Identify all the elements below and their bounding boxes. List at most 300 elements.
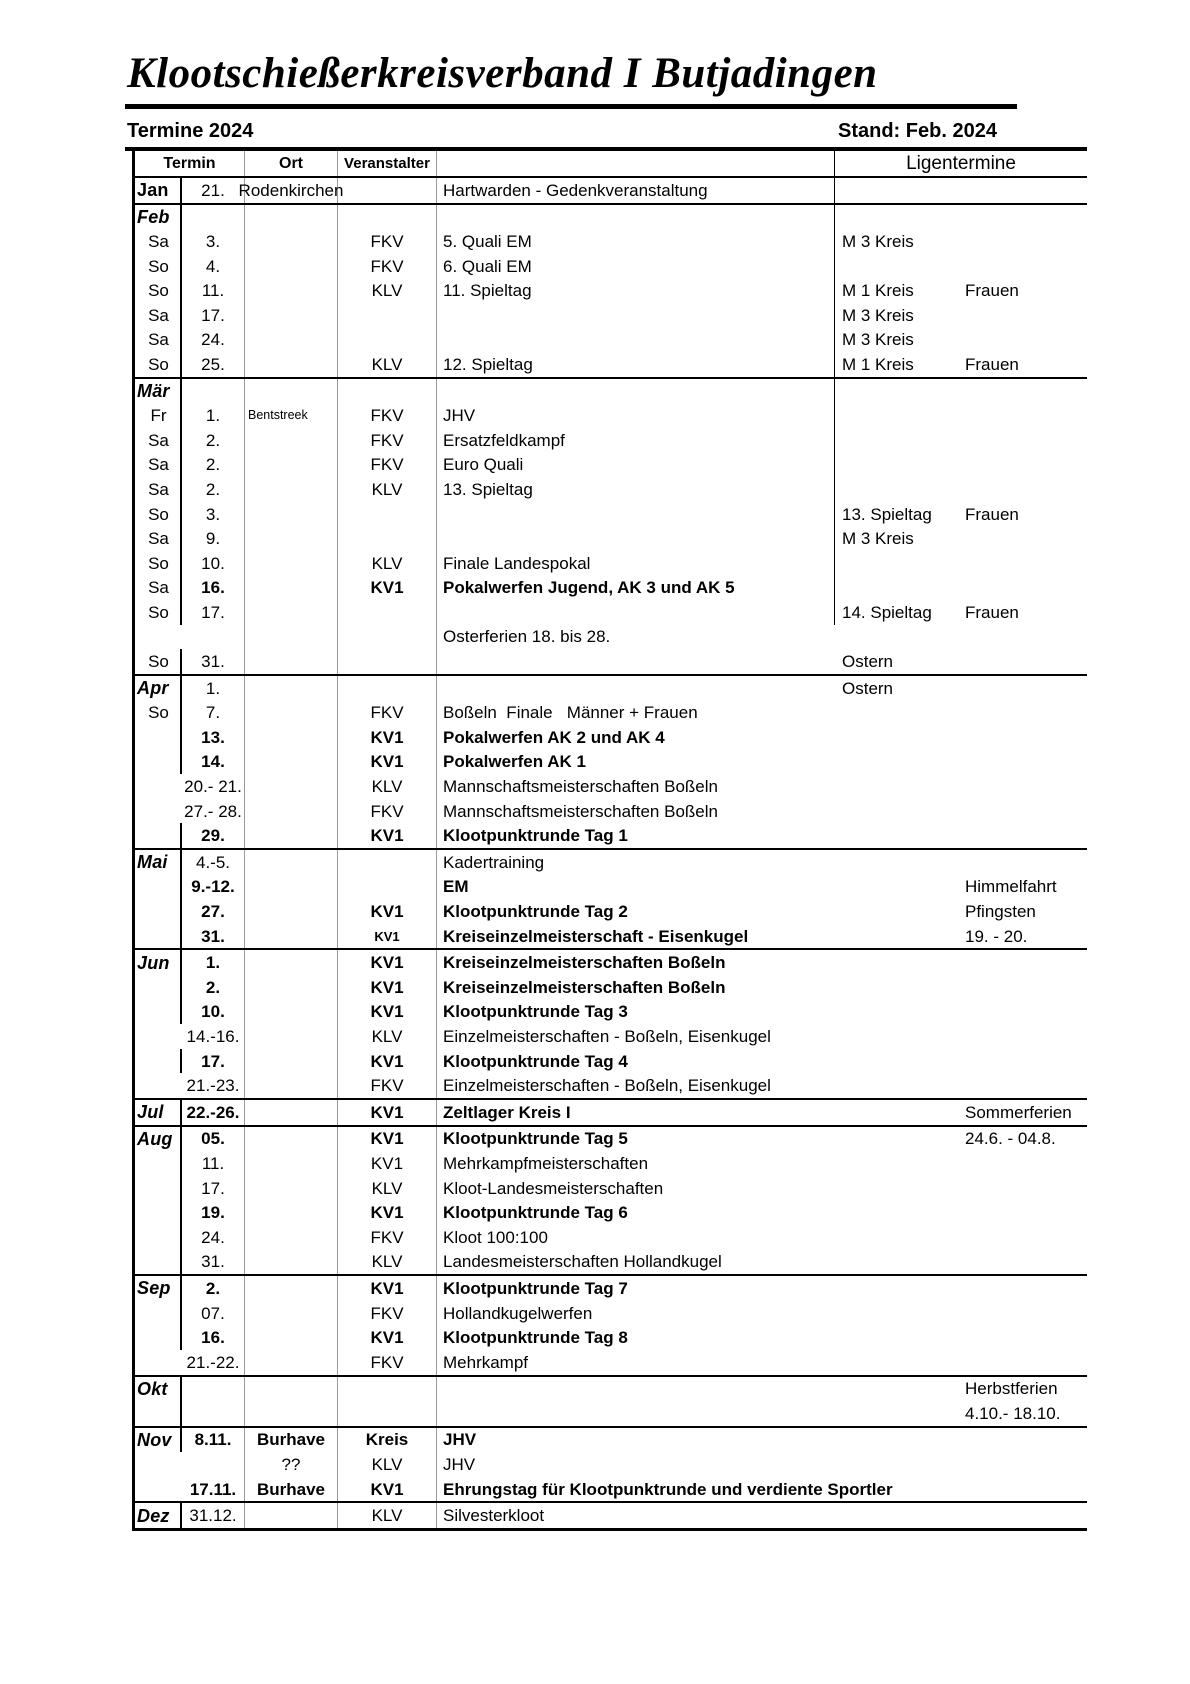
cell-ligentermine-right (958, 823, 1087, 848)
month-label: Okt (137, 1378, 168, 1399)
cell-ort (245, 1100, 338, 1125)
cell-ort (245, 1301, 338, 1326)
cell-ort (245, 477, 338, 502)
cell-event: Kreiseinzelmeisterschaften Boßeln (443, 977, 726, 997)
cell-day (135, 403, 182, 428)
cell-month (135, 1452, 182, 1477)
table-row (135, 229, 1087, 254)
table-row (135, 1477, 1087, 1502)
cell-veranstalter (338, 850, 437, 875)
cell-ligentermine-right (958, 850, 1087, 875)
cell-event (437, 1401, 835, 1426)
cell-date: 19. (182, 1200, 245, 1225)
cell-veranstalter (338, 526, 437, 551)
cell-month (135, 1049, 182, 1074)
cell-date: 2. (182, 477, 245, 502)
cell-ligentermine-left (835, 850, 958, 875)
cell-ligentermine-left: M 3 Kreis (842, 529, 914, 549)
table-row (135, 328, 1087, 353)
weekday-label: Sa (148, 231, 169, 251)
cell-ligentermine-right (958, 453, 1087, 478)
cell-veranstalter: KLV (338, 1503, 437, 1528)
cell-event: 5. Quali EM (437, 229, 835, 254)
cell-date: 17. (182, 600, 245, 625)
cell-ligentermine-left (835, 477, 958, 502)
cell-ort: Burhave (245, 1477, 338, 1502)
cell-ort (245, 1024, 338, 1049)
month-label: Jun (137, 952, 170, 973)
cell-veranstalter: FKV (338, 1301, 437, 1326)
cell-ligentermine-left (835, 205, 958, 230)
cell-veranstalter: KV1 (338, 1100, 437, 1125)
cell-ort: Burhave (245, 1428, 338, 1453)
table-row (135, 1250, 1087, 1275)
cell-veranstalter: KV1 (338, 823, 437, 848)
cell-veranstalter (338, 205, 437, 230)
cell-day (135, 453, 182, 478)
cell-ligentermine-right (958, 950, 1087, 975)
table-row (135, 1049, 1087, 1074)
cell-ligentermine-right (958, 625, 1087, 650)
cell-ligentermine-left (835, 899, 958, 924)
cell-veranstalter: FKV (338, 700, 437, 725)
cell-ligentermine-right (958, 774, 1087, 799)
cell-veranstalter (338, 178, 437, 203)
cell-ligentermine-left (835, 975, 958, 1000)
cell-ligentermine-right: Frauen (965, 602, 1019, 622)
cell-date: 3. (182, 229, 245, 254)
cell-month (135, 1225, 182, 1250)
cell-ort (245, 1276, 338, 1301)
cell-ort (245, 1151, 338, 1176)
cell-veranstalter: KLV (338, 1024, 437, 1049)
cell-ort (245, 352, 338, 377)
cell-ort (245, 1049, 338, 1074)
cell-veranstalter: KLV (338, 278, 437, 303)
cell-ort (245, 278, 338, 303)
cell-ligentermine-right (958, 1073, 1087, 1098)
cell-event: Finale Landespokal (437, 551, 835, 576)
cell-date: 9. (182, 526, 245, 551)
cell-veranstalter: KLV (338, 551, 437, 576)
cell-ort (245, 1401, 338, 1426)
cell-ligentermine-right (958, 1350, 1087, 1375)
cell-ligentermine-left (835, 254, 958, 279)
cell-ligentermine-right (958, 725, 1087, 750)
cell-ort (245, 700, 338, 725)
cell-ligentermine-left (835, 453, 958, 478)
cell-ligentermine-left: M 1 Kreis (842, 281, 914, 301)
cell-event: JHV (443, 1455, 476, 1475)
cell-ligentermine-right (958, 700, 1087, 725)
cell-date (182, 1377, 245, 1402)
cell-ligentermine-right: 24.6. - 04.8. (965, 1129, 1056, 1149)
cell-ligentermine-left (835, 924, 958, 949)
cell-event (437, 379, 835, 404)
cell-ligentermine-left (835, 1325, 958, 1350)
cell-month (135, 950, 182, 975)
cell-veranstalter: FKV (338, 254, 437, 279)
cell-event (437, 676, 835, 701)
cell-date: 1. (182, 676, 245, 701)
cell-month (135, 205, 182, 230)
cell-ligentermine-left (835, 1503, 958, 1528)
cell-ort (245, 600, 338, 625)
document-title: Klootschießerkreisverband I Butjadingen (127, 50, 878, 97)
cell-month (135, 1428, 182, 1453)
table-row (135, 377, 1087, 404)
cell-ligentermine-left (835, 379, 958, 404)
table-row (135, 1225, 1087, 1250)
cell-month (135, 774, 182, 799)
month-label: Feb (137, 206, 170, 227)
cell-event: Mannschaftsmeisterschaften Boßeln (443, 777, 718, 797)
cell-ort (245, 899, 338, 924)
table-row (135, 1176, 1087, 1201)
weekday-label: So (148, 652, 169, 672)
cell-ort (245, 502, 338, 527)
cell-date: 24. (182, 1225, 245, 1250)
cell-date: 31. (182, 924, 245, 949)
cell-event: Klootpunktrunde Tag 1 (443, 826, 628, 846)
cell-month (135, 850, 182, 875)
cell-ligentermine-right (958, 1024, 1087, 1049)
cell-event: Osterferien 18. bis 28. (443, 627, 611, 647)
month-label: Mär (137, 381, 170, 402)
cell-date: 17. (182, 1049, 245, 1074)
table-row (135, 674, 1087, 701)
weekday-label: Sa (148, 330, 169, 350)
cell-event: Klootpunktrunde Tag 4 (443, 1051, 628, 1071)
table-row (135, 526, 1087, 551)
cell-veranstalter (338, 379, 437, 404)
cell-day (135, 551, 182, 576)
cell-veranstalter: FKV (338, 229, 437, 254)
cell-ort (245, 625, 338, 650)
weekday-label: So (148, 256, 169, 276)
cell-ligentermine-left (835, 750, 958, 775)
cell-ort (245, 924, 338, 949)
cell-veranstalter: KV1 (338, 725, 437, 750)
cell-ligentermine-right (958, 1503, 1087, 1528)
cell-month (135, 924, 182, 949)
cell-veranstalter: KV1 (338, 1276, 437, 1301)
cell-ligentermine-left: M 3 Kreis (842, 305, 914, 325)
cell-event: 12. Spieltag (437, 352, 835, 377)
cell-ort (245, 1200, 338, 1225)
cell-ligentermine-right: Herbstferien (965, 1379, 1058, 1399)
cell-ligentermine-right: Pfingsten (965, 902, 1036, 922)
cell-date: 16. (182, 576, 245, 601)
schedule-table-body (135, 178, 1087, 1528)
table-row (135, 278, 1087, 303)
cell-ort (245, 328, 338, 353)
cell-date: 27. (182, 899, 245, 924)
cell-ligentermine-left (835, 1049, 958, 1074)
cell-ligentermine-left (835, 1100, 958, 1125)
cell-ort (245, 205, 338, 230)
cell-ligentermine-right (958, 576, 1087, 601)
weekday-label: So (148, 504, 169, 524)
cell-ligentermine-left (835, 950, 958, 975)
cell-date: 4.-5. (182, 850, 245, 875)
cell-event: Mehrkampfmeisterschaften (443, 1153, 649, 1173)
cell-ort (245, 551, 338, 576)
cell-month (135, 178, 182, 203)
cell-event: Ehrungstag für Klootpunktrunde und verdiente Sportler (443, 1479, 893, 1499)
table-row (135, 700, 1087, 725)
cell-date: 21.-23. (182, 1073, 245, 1098)
cell-ligentermine-right (958, 1428, 1087, 1453)
cell-veranstalter: KLV (338, 1176, 437, 1201)
cell-event: Mehrkampf (443, 1352, 529, 1372)
cell-ligentermine-left (835, 551, 958, 576)
cell-date: 14.-16. (182, 1024, 245, 1049)
cell-month (135, 799, 182, 824)
cell-ligentermine-right: 4.10.- 18.10. (965, 1403, 1061, 1423)
cell-veranstalter (338, 1377, 437, 1402)
weekday-label: So (148, 354, 169, 374)
table-row (135, 848, 1087, 875)
cell-date: 17. (182, 1176, 245, 1201)
cell-event: Einzelmeisterschaften - Boßeln, Eisenkugel (443, 1026, 771, 1046)
cell-date: 16. (182, 1325, 245, 1350)
cell-date: 17. (182, 303, 245, 328)
cell-veranstalter (338, 303, 437, 328)
cell-event: Kloot-Landesmeisterschaften (443, 1178, 664, 1198)
cell-event: JHV (437, 403, 835, 428)
cell-month (135, 1100, 182, 1125)
cell-event (437, 205, 835, 230)
cell-event: Kloot 100:100 (443, 1227, 548, 1247)
cell-ort (245, 453, 338, 478)
cell-event: Klootpunktrunde Tag 3 (443, 1002, 628, 1022)
weekday-label: So (148, 281, 169, 301)
cell-event: Klootpunktrunde Tag 8 (443, 1328, 628, 1348)
cell-ligentermine-left: M 1 Kreis (842, 354, 914, 374)
cell-date: 1. (182, 403, 245, 428)
cell-ligentermine-right: Sommerferien (965, 1102, 1072, 1122)
cell-ligentermine-right (958, 428, 1087, 453)
table-row (135, 1350, 1087, 1375)
table-row (135, 899, 1087, 924)
cell-day (135, 576, 182, 601)
cell-ort (245, 428, 338, 453)
cell-ort (245, 950, 338, 975)
cell-month (135, 1000, 182, 1025)
cell-date: 27.- 28. (182, 799, 245, 824)
cell-event: Kadertraining (443, 852, 545, 872)
column-header-event (437, 151, 835, 176)
cell-ligentermine-left (835, 1452, 958, 1477)
cell-date: 11. (182, 278, 245, 303)
table-row (135, 750, 1087, 775)
cell-event: JHV (443, 1430, 477, 1450)
cell-ort (245, 823, 338, 848)
table-row (135, 774, 1087, 799)
cell-veranstalter (338, 600, 437, 625)
cell-day (135, 600, 182, 625)
cell-veranstalter: KV1 (338, 975, 437, 1000)
cell-veranstalter: KLV (338, 477, 437, 502)
cell-ligentermine-left (835, 403, 958, 428)
table-row (135, 203, 1087, 230)
cell-ligentermine-left: M 3 Kreis (842, 330, 914, 350)
cell-event: Euro Quali (437, 453, 835, 478)
table-row (135, 823, 1087, 848)
table-row (135, 1426, 1087, 1453)
cell-date: 2. (182, 975, 245, 1000)
weekday-label: Sa (148, 455, 169, 475)
cell-ligentermine-right (958, 477, 1087, 502)
cell-month (135, 1073, 182, 1098)
cell-event: Kreiseinzelmeisterschaft - Eisenkugel (443, 926, 749, 946)
cell-date: 9.-12. (182, 875, 245, 900)
cell-event: EM (443, 877, 469, 897)
cell-ligentermine-right (958, 1176, 1087, 1201)
table-row (135, 948, 1087, 975)
cell-ligentermine-right (958, 526, 1087, 551)
month-label: Nov (137, 1429, 172, 1450)
cell-day (135, 502, 182, 527)
table-row (135, 1000, 1087, 1025)
cell-day (135, 303, 182, 328)
cell-date: 1. (182, 950, 245, 975)
cell-event: Pokalwerfen Jugend, AK 3 und AK 5 (437, 576, 835, 601)
table-row (135, 625, 1087, 650)
title-rule (125, 104, 1017, 109)
month-label: Apr (137, 678, 169, 699)
cell-veranstalter: KV1 (338, 1151, 437, 1176)
cell-month (135, 1276, 182, 1301)
cell-ligentermine-right (958, 1000, 1087, 1025)
cell-veranstalter: KLV (338, 1250, 437, 1275)
cell-veranstalter: KLV (338, 1452, 437, 1477)
table-row (135, 551, 1087, 576)
cell-veranstalter (338, 625, 437, 650)
cell-event: Ersatzfeldkampf (437, 428, 835, 453)
cell-event (437, 1377, 835, 1402)
table-row (135, 1151, 1087, 1176)
cell-ligentermine-right (958, 799, 1087, 824)
cell-ligentermine-right (958, 975, 1087, 1000)
cell-month (135, 1250, 182, 1275)
cell-event: Pokalwerfen AK 2 und AK 4 (443, 727, 665, 747)
month-label: Mai (137, 852, 168, 873)
cell-ort (245, 254, 338, 279)
table-row (135, 649, 1087, 674)
cell-date: 05. (182, 1127, 245, 1152)
table-row (135, 254, 1087, 279)
cell-veranstalter (338, 502, 437, 527)
cell-ort (245, 649, 338, 674)
cell-ligentermine-right (958, 750, 1087, 775)
cell-ligentermine-left: 13. Spieltag (842, 504, 932, 524)
cell-ort (245, 750, 338, 775)
cell-date: 24. (182, 328, 245, 353)
cell-ort (245, 1073, 338, 1098)
cell-day (135, 278, 182, 303)
cell-ort (245, 1225, 338, 1250)
table-row (135, 477, 1087, 502)
cell-ligentermine-right (958, 254, 1087, 279)
cell-month (135, 1477, 182, 1502)
weekday-label: So (148, 602, 169, 622)
cell-ligentermine-left (835, 1073, 958, 1098)
cell-ort (245, 1377, 338, 1402)
table-row (135, 1200, 1087, 1225)
weekday-label: So (148, 553, 169, 573)
cell-ligentermine-left (835, 1024, 958, 1049)
cell-veranstalter: KV1 (338, 1127, 437, 1152)
table-row (135, 975, 1087, 1000)
cell-ligentermine-left (835, 428, 958, 453)
cell-date (182, 1401, 245, 1426)
cell-ort (245, 229, 338, 254)
cell-ligentermine-right (958, 1301, 1087, 1326)
cell-month (135, 725, 182, 750)
cell-day (135, 229, 182, 254)
cell-date: 31. (182, 1250, 245, 1275)
schedule-table (132, 151, 1087, 1531)
cell-ligentermine-left (835, 774, 958, 799)
cell-month (135, 1377, 182, 1402)
table-row (135, 1274, 1087, 1301)
cell-ligentermine-left (835, 1225, 958, 1250)
cell-event (437, 328, 835, 353)
cell-ort (245, 1176, 338, 1201)
cell-event: Zeltlager Kreis I (443, 1102, 571, 1122)
cell-month (135, 1350, 182, 1375)
weekday-label: Sa (148, 578, 169, 598)
cell-date: 11. (182, 1151, 245, 1176)
month-label: Aug (137, 1128, 173, 1149)
cell-veranstalter (338, 649, 437, 674)
cell-ort (245, 875, 338, 900)
cell-month (135, 1151, 182, 1176)
cell-ligentermine-right (958, 303, 1087, 328)
table-row (135, 1024, 1087, 1049)
table-row (135, 1073, 1087, 1098)
cell-day (135, 428, 182, 453)
cell-ligentermine-right: Frauen (965, 504, 1019, 524)
cell-veranstalter: KV1 (338, 899, 437, 924)
cell-date: 21.-22. (182, 1350, 245, 1375)
cell-ligentermine-right (958, 178, 1087, 203)
table-row (135, 1452, 1087, 1477)
cell-ligentermine-left (835, 1477, 958, 1502)
table-row (135, 875, 1087, 900)
table-row (135, 1325, 1087, 1350)
cell-month (135, 1200, 182, 1225)
cell-ort (245, 725, 338, 750)
cell-event (437, 649, 835, 674)
cell-date: 2. (182, 453, 245, 478)
cell-ligentermine-left (835, 875, 958, 900)
cell-day (135, 254, 182, 279)
cell-veranstalter: KV1 (338, 576, 437, 601)
table-row (135, 924, 1087, 949)
cell-event: Pokalwerfen AK 1 (443, 752, 586, 772)
cell-month (135, 1127, 182, 1152)
cell-day (135, 649, 182, 674)
cell-ligentermine-left (835, 1428, 958, 1453)
cell-veranstalter: Kreis (338, 1428, 437, 1453)
table-row (135, 453, 1087, 478)
cell-ligentermine-right (958, 1250, 1087, 1275)
cell-ligentermine-left (835, 1301, 958, 1326)
cell-ligentermine-left: 14. Spieltag (842, 602, 932, 622)
